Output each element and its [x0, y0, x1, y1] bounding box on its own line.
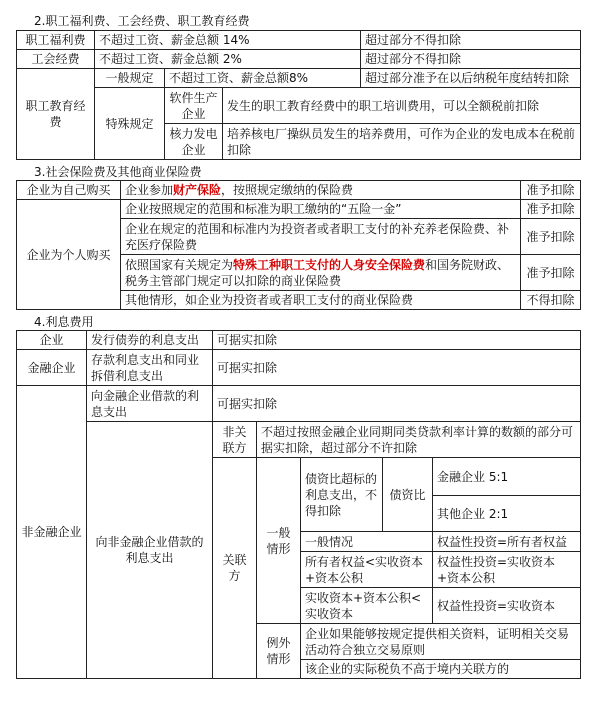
self-result: 准予扣除	[521, 181, 581, 200]
section3-table	[16, 180, 581, 310]
general-case: 一般情形	[257, 458, 301, 624]
self-text: 企业参加财产保险，按照规定缴纳的保险费	[121, 181, 521, 200]
head-enterprise: 企业	[17, 331, 87, 350]
section4-table	[16, 330, 581, 679]
case2-result: 权益性投资=实收资本	[433, 588, 581, 624]
loan-fin-result: 可据实扣除	[213, 386, 581, 422]
personal-r1-text: 企业按照规定的范围和标准为职工缴纳的“五险一金”	[121, 200, 521, 219]
exception-case: 例外情形	[257, 624, 301, 679]
edu-special: 特殊规定	[95, 88, 165, 160]
loan-fin: 向金融企业借款的利息支出	[87, 386, 213, 422]
nonfin-name: 非金融企业	[17, 386, 87, 679]
cap-text: 债资比超标的利息支出，不得扣除	[301, 458, 383, 532]
personal-r3-text: 依照国家有关规定为特殊工种职工支付的人身安全保险费和国务院财政、税务主管部门规定可以扣除的商业保险费	[121, 255, 521, 291]
personal-r4-result: 不得扣除	[521, 291, 581, 310]
head-bond: 发行债券的利息支出	[87, 331, 213, 350]
section3-title: 3.社会保险费及其他商业保险费	[34, 165, 202, 179]
welfare-excess: 超过部分不得扣除	[361, 31, 581, 50]
loan-nonfin: 向非金融企业借款的利息支出	[87, 422, 213, 679]
section2-table	[16, 30, 581, 160]
self-name: 企业为自己购买	[17, 181, 121, 200]
fin-item: 存款利息支出和同业拆借利息支出	[87, 350, 213, 386]
personal-name: 企业为个人购买	[17, 200, 121, 310]
case1-result: 权益性投资=实收资本+资本公积	[433, 552, 581, 588]
edu-software: 软件生产企业	[165, 88, 223, 124]
other-ratio: 其他企业 2:1	[433, 496, 581, 532]
head-bond-result: 可据实扣除	[213, 331, 581, 350]
personal-r1-result: 准予扣除	[521, 200, 581, 219]
case1: 所有者权益<实收资本+资本公积	[301, 552, 433, 588]
personal-r2-text: 企业在规定的范围和标准内为投资者或者职工支付的补充养老保险费、补充医疗保险费	[121, 219, 521, 255]
edu-general: 一般规定	[95, 69, 165, 88]
personal-r2-result: 准予扣除	[521, 219, 581, 255]
section4-title: 4.利息费用	[34, 315, 94, 329]
fin-ratio: 金融企业 5:1	[433, 458, 581, 496]
section2-title: 2.职工福利费、工会经费、职工教育经费	[34, 14, 250, 28]
related: 关联方	[213, 458, 257, 679]
fin-result: 可据实扣除	[213, 350, 581, 386]
welfare-limit: 不超过工资、薪金总额 14%	[95, 31, 361, 50]
personal-r4-text: 其他情形，如企业为投资者或者职工支付的商业保险费	[121, 291, 521, 310]
union-name: 工会经费	[17, 50, 95, 69]
edu-general-limit: 不超过工资、薪金总额8%	[165, 69, 361, 88]
case2: 实收资本+资本公积<实收资本	[301, 588, 433, 624]
normal: 一般情况	[301, 532, 433, 552]
exception2: 该企业的实际税负不高于境内关联方的	[301, 660, 581, 679]
normal-result: 权益性投资=所有者权益	[433, 532, 581, 552]
edu-nuclear-text: 培养核电厂操纵员发生的培养费用，可作为企业的发电成本在税前扣除	[223, 124, 581, 160]
welfare-name: 职工福利费	[17, 31, 95, 50]
edu-general-excess: 超过部分准予在以后纳税年度结转扣除	[361, 69, 581, 88]
union-limit: 不超过工资、薪金总额 2%	[95, 50, 361, 69]
fin-name: 金融企业	[17, 350, 87, 386]
edu-name: 职工教育经费	[17, 69, 95, 160]
unrelated: 非关联方	[213, 422, 257, 458]
unrelated-text: 不超过按照金融企业同期同类贷款利率计算的数额的部分可据实扣除，超过部分不许扣除	[257, 422, 581, 458]
exception1: 企业如果能够按规定提供相关资料，证明相关交易活动符合独立交易原则	[301, 624, 581, 660]
union-excess: 超过部分不得扣除	[361, 50, 581, 69]
personal-r3-result: 准予扣除	[521, 255, 581, 291]
ratio: 债资比	[383, 458, 433, 532]
edu-software-text: 发生的职工教育经费中的职工培训费用，可以全额税前扣除	[223, 88, 581, 124]
edu-nuclear: 核力发电企业	[165, 124, 223, 160]
